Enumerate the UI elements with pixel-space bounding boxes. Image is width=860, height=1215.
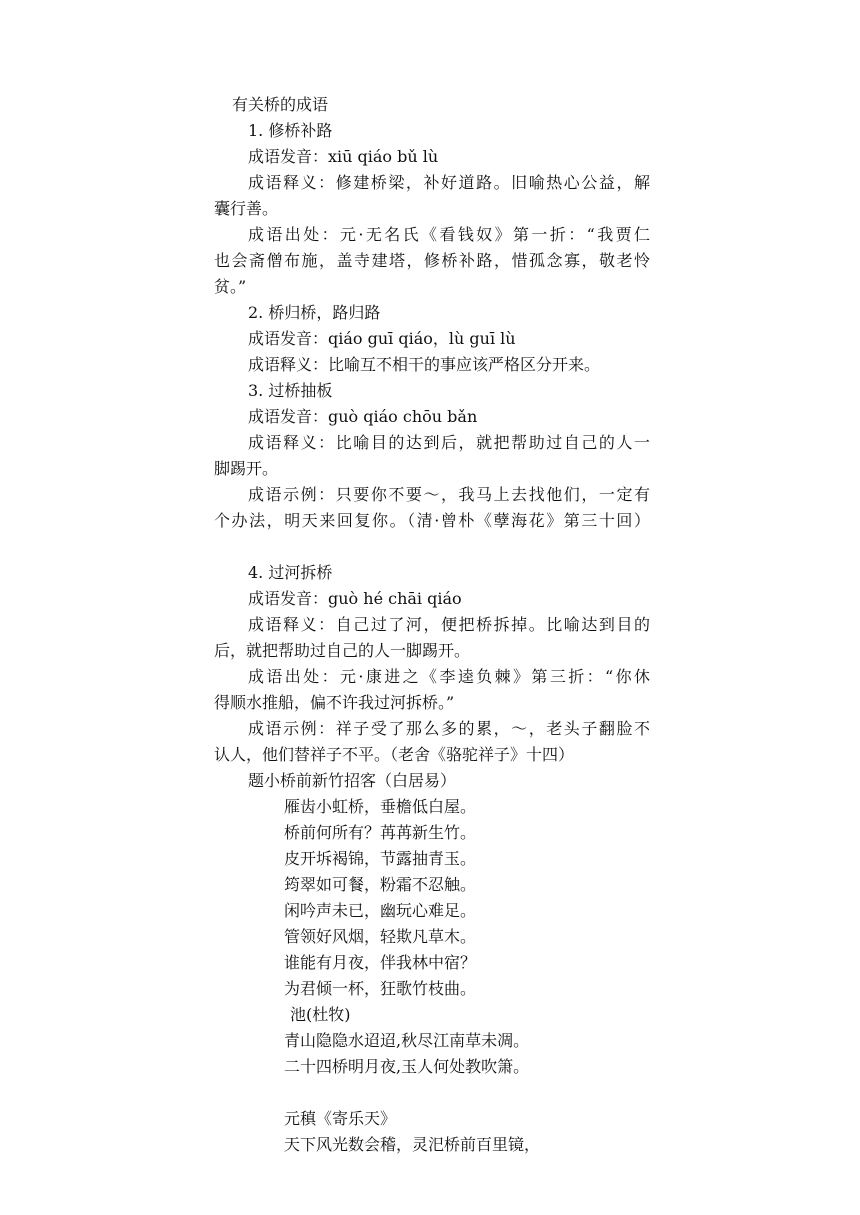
document-title: 有关桥的成语 bbox=[232, 95, 329, 114]
poem-1-line: 筠翠如可餐，粉霜不忍触。 bbox=[284, 875, 477, 894]
poem-2-line: 青山隐隐水迢迢,秋尽江南草未凋。 bbox=[284, 1031, 530, 1050]
poem-3-line: 天下风光数会稽，灵汜桥前百里镜， bbox=[284, 1135, 541, 1154]
idiom-1-pronunciation: 成语发音：xiū qiáo bǔ lù bbox=[248, 147, 439, 166]
idiom-3-example-line-1: 成语示例：只要你不要～，我马上去找他们，一定有 bbox=[248, 485, 650, 504]
idiom-1-source-line-3: 贫。” bbox=[214, 277, 247, 296]
idiom-1-meaning-line-1: 成语释义：修建桥梁，补好道路。旧喻热心公益，解 bbox=[248, 173, 650, 192]
poem-1-line: 为君倾一杯，狂歌竹枝曲。 bbox=[284, 979, 477, 998]
poem-1-line: 桥前何所有？苒苒新生竹。 bbox=[284, 823, 477, 842]
poem-1-title: 题小桥前新竹招客（白居易） bbox=[248, 771, 457, 790]
idiom-4-source-line-2: 得顺水推船，偏不许我过河拆桥。” bbox=[214, 693, 455, 712]
idiom-3-meaning-line-2: 脚踢开。 bbox=[214, 459, 279, 478]
poem-1-line: 闲吟声未已，幽玩心难足。 bbox=[284, 901, 477, 920]
idiom-1-meaning-line-2: 囊行善。 bbox=[214, 199, 279, 218]
idiom-4-heading: 4. 过河拆桥 bbox=[248, 563, 333, 582]
idiom-1-source-line-1: 成语出处：元·无名氏《看钱奴》第一折：“我贾仁 bbox=[248, 225, 650, 244]
idiom-2-meaning-line-1: 成语释义：比喻互不相干的事应该严格区分开来。 bbox=[248, 355, 601, 374]
poem-1-line: 皮开坼褐锦，节露抽青玉。 bbox=[284, 849, 477, 868]
poem-1-line: 雁齿小虹桥，垂檐低白屋。 bbox=[284, 797, 477, 816]
poem-2-line: 二十四桥明月夜,玉人何处教吹箫。 bbox=[284, 1057, 530, 1076]
idiom-3-example-line-2: 个办法，明天来回复你。（清·曾朴《孽海花》第三十回） bbox=[214, 511, 650, 530]
idiom-4-pronunciation: 成语发音：guò hé chāi qiáo bbox=[248, 589, 462, 608]
idiom-1-source-line-2: 也会斋僧布施，盖寺建塔，修桥补路，惜孤念寡，敬老怜 bbox=[214, 251, 650, 270]
idiom-3-meaning-line-1: 成语释义：比喻目的达到后，就把帮助过自己的人一 bbox=[248, 433, 650, 452]
idiom-2-pronunciation: 成语发音：qiáo guī qiáo，lù guī lù bbox=[248, 329, 516, 348]
poem-2-title: 池(杜牧) bbox=[290, 1005, 351, 1024]
poem-1-line: 谁能有月夜，伴我林中宿？ bbox=[284, 953, 477, 972]
idiom-4-source-line-1: 成语出处：元·康进之《李逵负棘》第三折：“你休 bbox=[248, 667, 650, 686]
idiom-3-pronunciation: 成语发音：guò qiáo chōu bǎn bbox=[248, 407, 478, 426]
idiom-4-example-line-1: 成语示例：祥子受了那么多的累，～，老头子翻脸不 bbox=[248, 719, 650, 738]
poem-3-title: 元稹《寄乐天》 bbox=[284, 1109, 397, 1128]
idiom-4-example-line-2: 认人，他们替祥子不平。（老舍《骆驼祥子》十四） bbox=[214, 745, 575, 764]
idiom-4-meaning-line-1: 成语释义：自己过了河，便把桥拆掉。比喻达到目的 bbox=[248, 615, 650, 634]
poem-1-line: 管领好风烟，轻欺凡草木。 bbox=[284, 927, 477, 946]
idiom-2-heading: 2. 桥归桥，路归路 bbox=[248, 303, 381, 322]
idiom-3-heading: 3. 过桥抽板 bbox=[248, 381, 333, 400]
idiom-1-heading: 1. 修桥补路 bbox=[248, 121, 333, 140]
idiom-4-meaning-line-2: 后，就把帮助过自己的人一脚踢开。 bbox=[214, 641, 471, 660]
